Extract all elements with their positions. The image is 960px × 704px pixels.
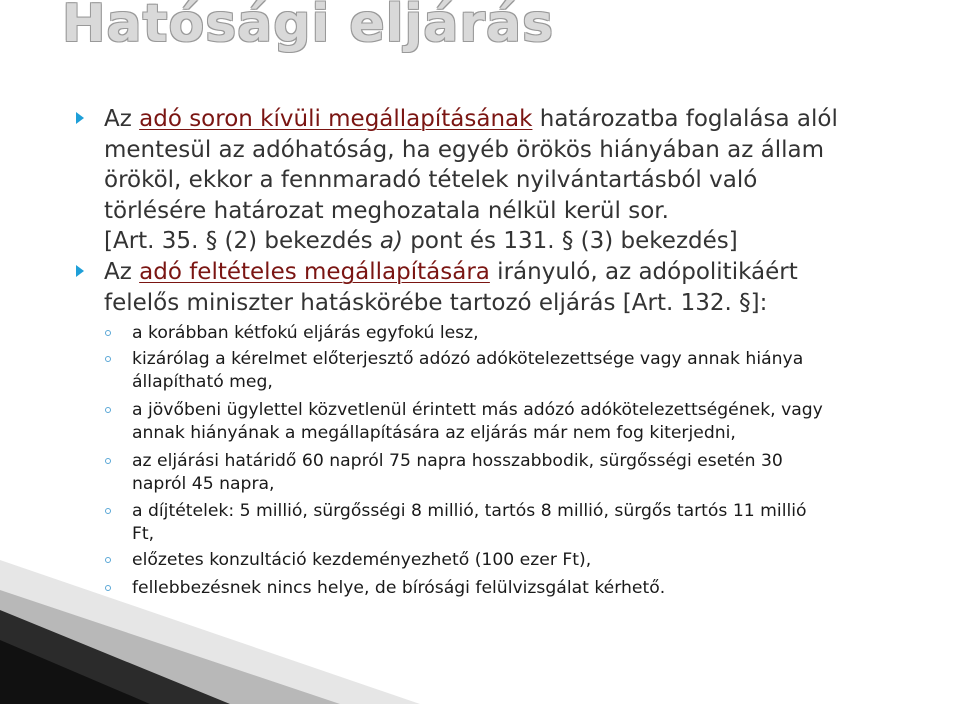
text-segment: határozatba foglalása alól bbox=[532, 106, 838, 132]
text-segment: [Art. 35. § (2) bekezdés bbox=[104, 228, 380, 254]
sub-bullet-item bbox=[132, 577, 957, 600]
highlighted-term: adó feltételes megállapítására bbox=[139, 259, 490, 285]
sub-bullet-line: a jövőbeni ügylettel közvetlenül érintett más adózó adókötelezettségének, vagy bbox=[132, 400, 823, 420]
circle-bullet-icon bbox=[105, 330, 111, 336]
sub-bullet-line: annak hiányának a megállapítására az eljárás már nem fog kiterjedni, bbox=[132, 423, 736, 443]
circle-bullet-icon bbox=[105, 458, 111, 464]
sub-bullet-line: az eljárási határidő 60 napról 75 napra hosszabbodik, sürgősségi esetén 30 bbox=[132, 451, 783, 471]
arrow-bullet-icon bbox=[76, 265, 84, 277]
bullet-line bbox=[104, 257, 798, 288]
text-segment: a) bbox=[379, 228, 403, 254]
text-segment: Az bbox=[104, 259, 140, 285]
sub-bullet-line: a díjtételek: 5 millió, sürgősségi 8 millió, tartós 8 millió, sürgős tartós 11 millió bbox=[132, 501, 807, 521]
sub-bullet-item bbox=[132, 450, 957, 496]
highlighted-term: adó soron kívüli megállapításának bbox=[139, 106, 533, 132]
sub-bullet-item bbox=[132, 348, 957, 394]
circle-bullet-icon bbox=[105, 585, 111, 591]
circle-bullet-icon bbox=[105, 508, 111, 514]
sub-bullet-item bbox=[132, 549, 957, 572]
bullet-line bbox=[104, 288, 798, 319]
sub-bullet-line: előzetes konzultáció kezdeményezhető (100 ezer Ft), bbox=[132, 550, 592, 570]
sub-bullet-line: kizárólag a kérelmet előterjesztő adózó adókötelezettsége vagy annak hiánya bbox=[132, 349, 804, 369]
circle-bullet-icon bbox=[105, 356, 111, 362]
text-segment: felelős miniszter hatáskörébe tartozó eljárás [Art. 132. §]: bbox=[104, 289, 768, 316]
sub-bullet-item bbox=[132, 399, 957, 445]
bullet-line bbox=[104, 104, 838, 135]
sub-bullet-item bbox=[132, 322, 957, 345]
bullet-item-2 bbox=[104, 257, 798, 318]
sub-bullet-line: napról 45 napra, bbox=[132, 474, 275, 494]
text-segment: törlésére határozat meghozatala nélkül kerül sor. bbox=[104, 197, 669, 224]
bullet-line bbox=[104, 135, 838, 166]
page-title: Hatósági eljárás bbox=[62, 0, 555, 54]
bullet-item-1 bbox=[104, 104, 838, 257]
bullet-line bbox=[104, 165, 838, 196]
sub-bullet-line: a korábban kétfokú eljárás egyfokú lesz, bbox=[132, 323, 479, 343]
sub-bullet-item bbox=[132, 500, 957, 546]
sub-bullet-line: állapítható meg, bbox=[132, 372, 273, 392]
bullet-line bbox=[104, 226, 838, 257]
circle-bullet-icon bbox=[105, 557, 111, 563]
text-segment: örököl, ekkor a fennmaradó tételek nyilvántartásból való bbox=[104, 167, 758, 193]
text-segment: mentesül az adóhatóság, ha egyéb örökös hiányában az állam bbox=[104, 136, 825, 163]
sub-bullet-line: Ft, bbox=[132, 524, 155, 544]
bullet-line bbox=[104, 196, 838, 227]
text-segment: pont és 131. § (3) bekezdés] bbox=[403, 228, 738, 254]
text-segment: Az bbox=[104, 106, 140, 132]
text-segment: irányuló, az adópolitikáért bbox=[489, 259, 798, 285]
circle-bullet-icon bbox=[105, 407, 111, 413]
arrow-bullet-icon bbox=[76, 112, 84, 124]
sub-bullet-line: fellebbezésnek nincs helye, de bírósági felülvizsgálat kérhető. bbox=[132, 578, 666, 598]
